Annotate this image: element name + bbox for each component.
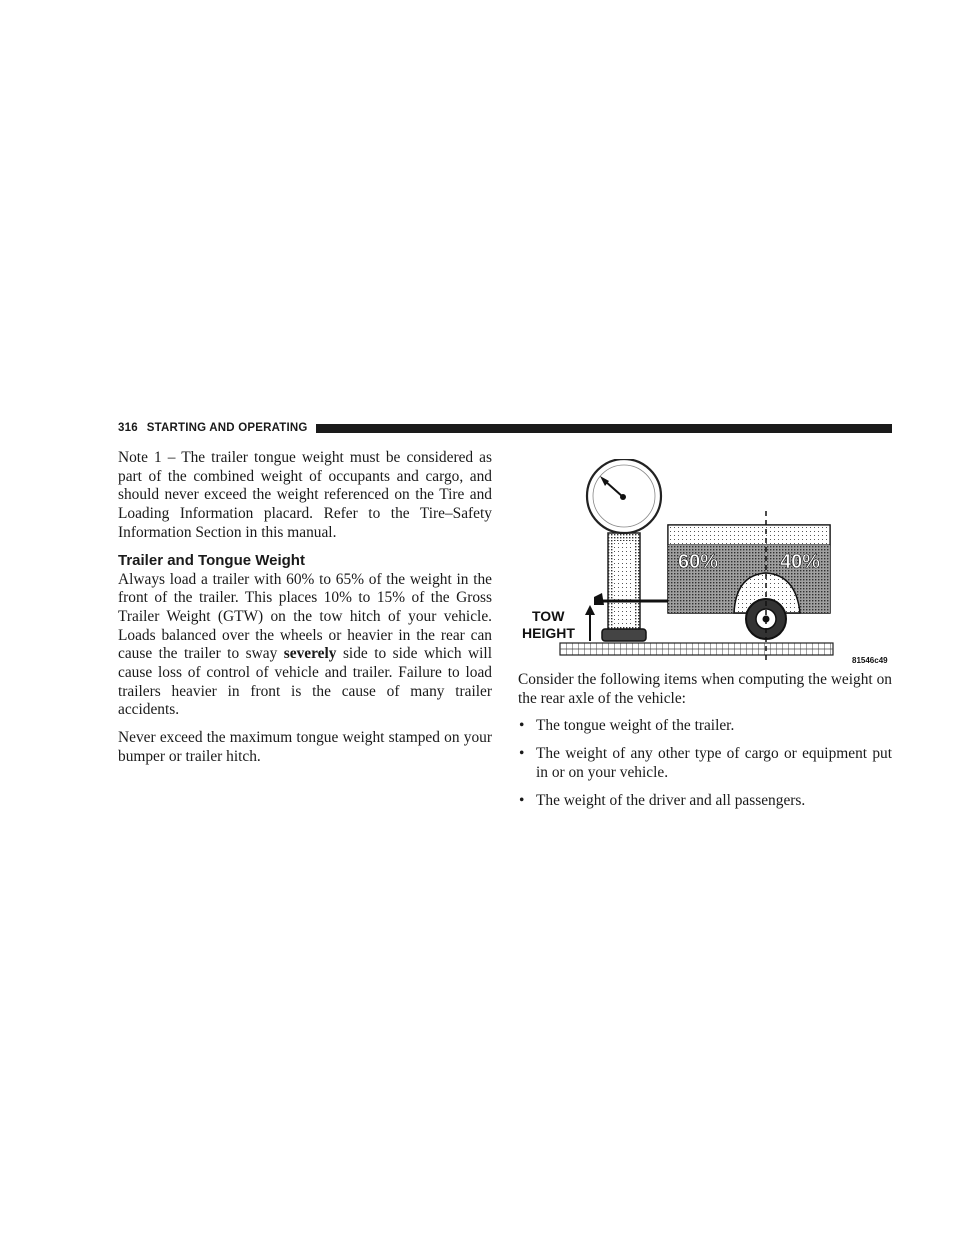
tow-label-line1: TOW	[532, 608, 565, 624]
list-item-text: The weight of the driver and all passengers.	[536, 791, 806, 809]
rear-percent-label: 40%	[780, 551, 821, 573]
left-column	[118, 449, 492, 776]
loading-text-end: side to side which will cause loss of control of vehicle and trailer. Failure to load trailers heavier in front is the cause of many trailer accidents.	[118, 645, 492, 719]
weight-items-list	[518, 717, 892, 810]
section-heading: Trailer and Tongue Weight	[118, 551, 305, 569]
bullet-glyph: •	[519, 791, 525, 809]
list-item-text: The tongue weight of the trailer.	[536, 717, 735, 735]
emphasis-severely: severely	[283, 645, 337, 663]
figure-code: 81546c49	[852, 656, 888, 665]
trailer-illustration	[518, 459, 893, 666]
scale-base	[602, 629, 646, 641]
hitch-coupler	[594, 593, 604, 605]
right-column	[518, 671, 892, 819]
bullet-glyph: •	[519, 717, 525, 735]
list-item-text: The weight of any other type of cargo or equipment put in or on your vehicle.	[536, 745, 892, 781]
list-item	[518, 792, 892, 811]
trailer-weight-diagram	[518, 459, 893, 666]
tow-label-line2: HEIGHT	[522, 625, 575, 641]
note-paragraph: Note 1 – The trailer tongue weight must be considered as part of the combined weight of occupants and cargo, and should never exceed the weight referenced on the Tire and Loading Information placard. Refer to the Tire–Safety Information Section in this manual.	[118, 449, 492, 541]
page-header	[118, 420, 892, 436]
loading-text-start: Always load a trailer with 60% to 65% of the weight in the front of the trailer. This places 10% to 15% of the Gross Trailer Weight (GTW) on the tow hitch of your vehicle. Loads balanced over the wheels or heavier in the rear can cause the trailer to sway	[118, 570, 492, 663]
section-title: STARTING AND OPERATING	[146, 422, 308, 434]
bullet-glyph: •	[519, 745, 525, 763]
page-number: 316	[118, 422, 138, 434]
front-percent-label: 60%	[678, 551, 719, 573]
max-tongue-paragraph: Never exceed the maximum tongue weight stamped on your bumper or trailer hitch.	[118, 729, 492, 765]
header-rule	[316, 424, 892, 433]
list-item	[518, 717, 892, 736]
consider-paragraph: Consider the following items when computing the weight on the rear axle of the vehicle:	[518, 671, 892, 707]
list-item	[518, 745, 892, 782]
trailer-top-rail	[668, 525, 830, 545]
loading-paragraph	[118, 571, 492, 721]
